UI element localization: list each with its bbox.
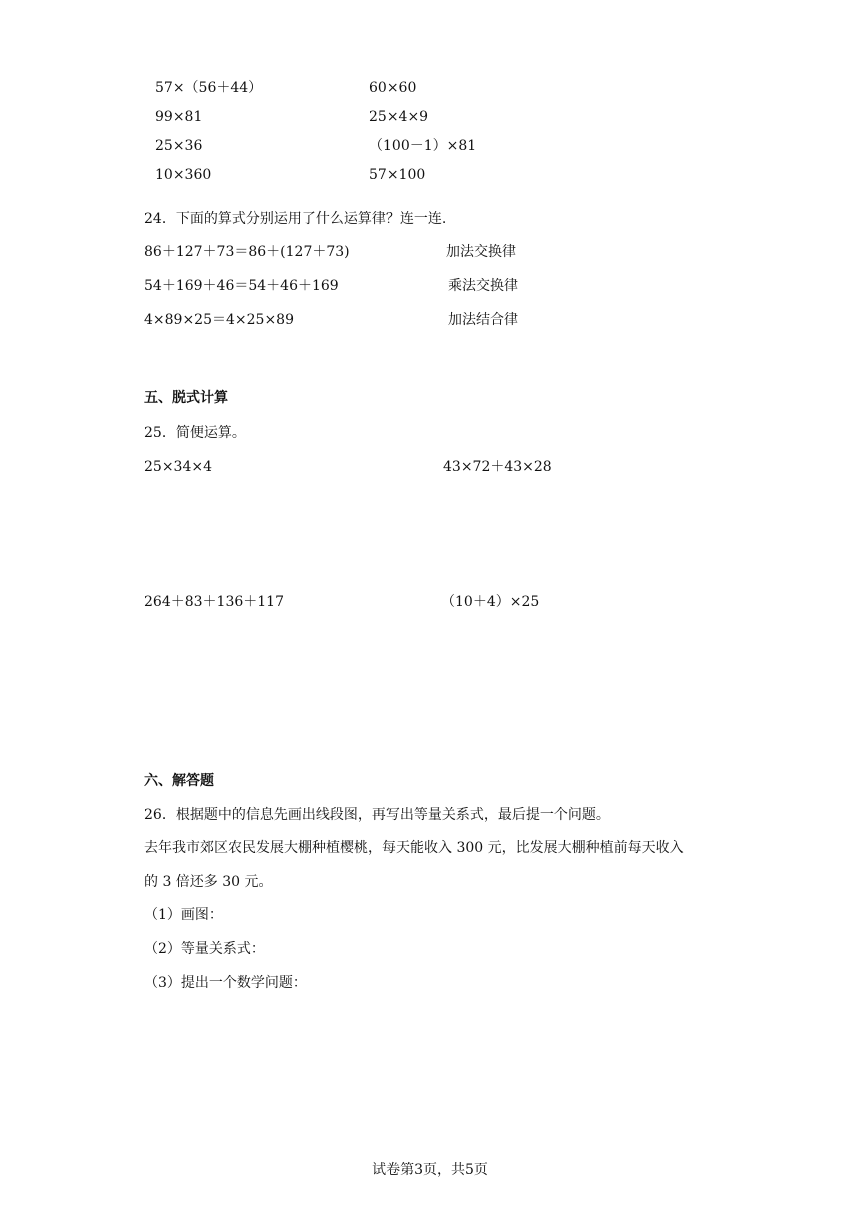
q25-expr-1: 25×34×4 xyxy=(144,459,212,475)
pair-3-left: 25×36 xyxy=(155,138,203,154)
q24-expr-2: 54＋169＋46＝54＋46＋169 xyxy=(144,278,339,294)
q25-title: 25．简便运算。 xyxy=(144,425,246,441)
pair-2-left: 99×81 xyxy=(155,109,203,125)
pair-1-right: 60×60 xyxy=(369,80,417,96)
section-5-heading: 五、脱式计算 xyxy=(144,390,228,406)
q24-law-2: 乘法交换律 xyxy=(448,278,518,294)
pair-4-left: 10×360 xyxy=(155,167,212,183)
q26-part-3: （3）提出一个数学问题： xyxy=(144,975,307,991)
q24-law-1: 加法交换律 xyxy=(446,244,516,260)
pair-4-right: 57×100 xyxy=(369,167,426,183)
page-footer: 试卷第3页，共5页 xyxy=(372,1162,488,1178)
q26-problem-line-1: 去年我市郊区农民发展大棚种植樱桃，每天能收入 300 元，比发展大棚种植前每天收入 xyxy=(144,840,684,856)
q24-law-3: 加法结合律 xyxy=(448,312,518,328)
q26-problem-line-2: 的 3 倍还多 30 元。 xyxy=(144,874,273,890)
q26-part-1: （1）画图： xyxy=(144,907,223,923)
q24-expr-1: 86＋127＋73＝86＋(127＋73) xyxy=(144,244,350,260)
q25-expr-2: 43×72＋43×28 xyxy=(443,459,552,475)
q24-title: 24．下面的算式分别运用了什么运算律？连一连. xyxy=(144,211,447,227)
q25-expr-4: （10＋4）×25 xyxy=(441,594,540,610)
pair-3-right: （100－1）×81 xyxy=(369,138,477,154)
pair-2-right: 25×4×9 xyxy=(369,109,429,125)
section-6-heading: 六、解答题 xyxy=(144,773,214,789)
q25-expr-3: 264＋83＋136＋117 xyxy=(144,594,284,610)
q26-part-2: （2）等量关系式： xyxy=(144,941,265,957)
q26-title: 26．根据题中的信息先画出线段图，再写出等量关系式，最后提一个问题。 xyxy=(144,807,610,823)
q24-expr-3: 4×89×25＝4×25×89 xyxy=(144,312,294,328)
pair-1-left: 57×（56＋44） xyxy=(155,80,263,96)
